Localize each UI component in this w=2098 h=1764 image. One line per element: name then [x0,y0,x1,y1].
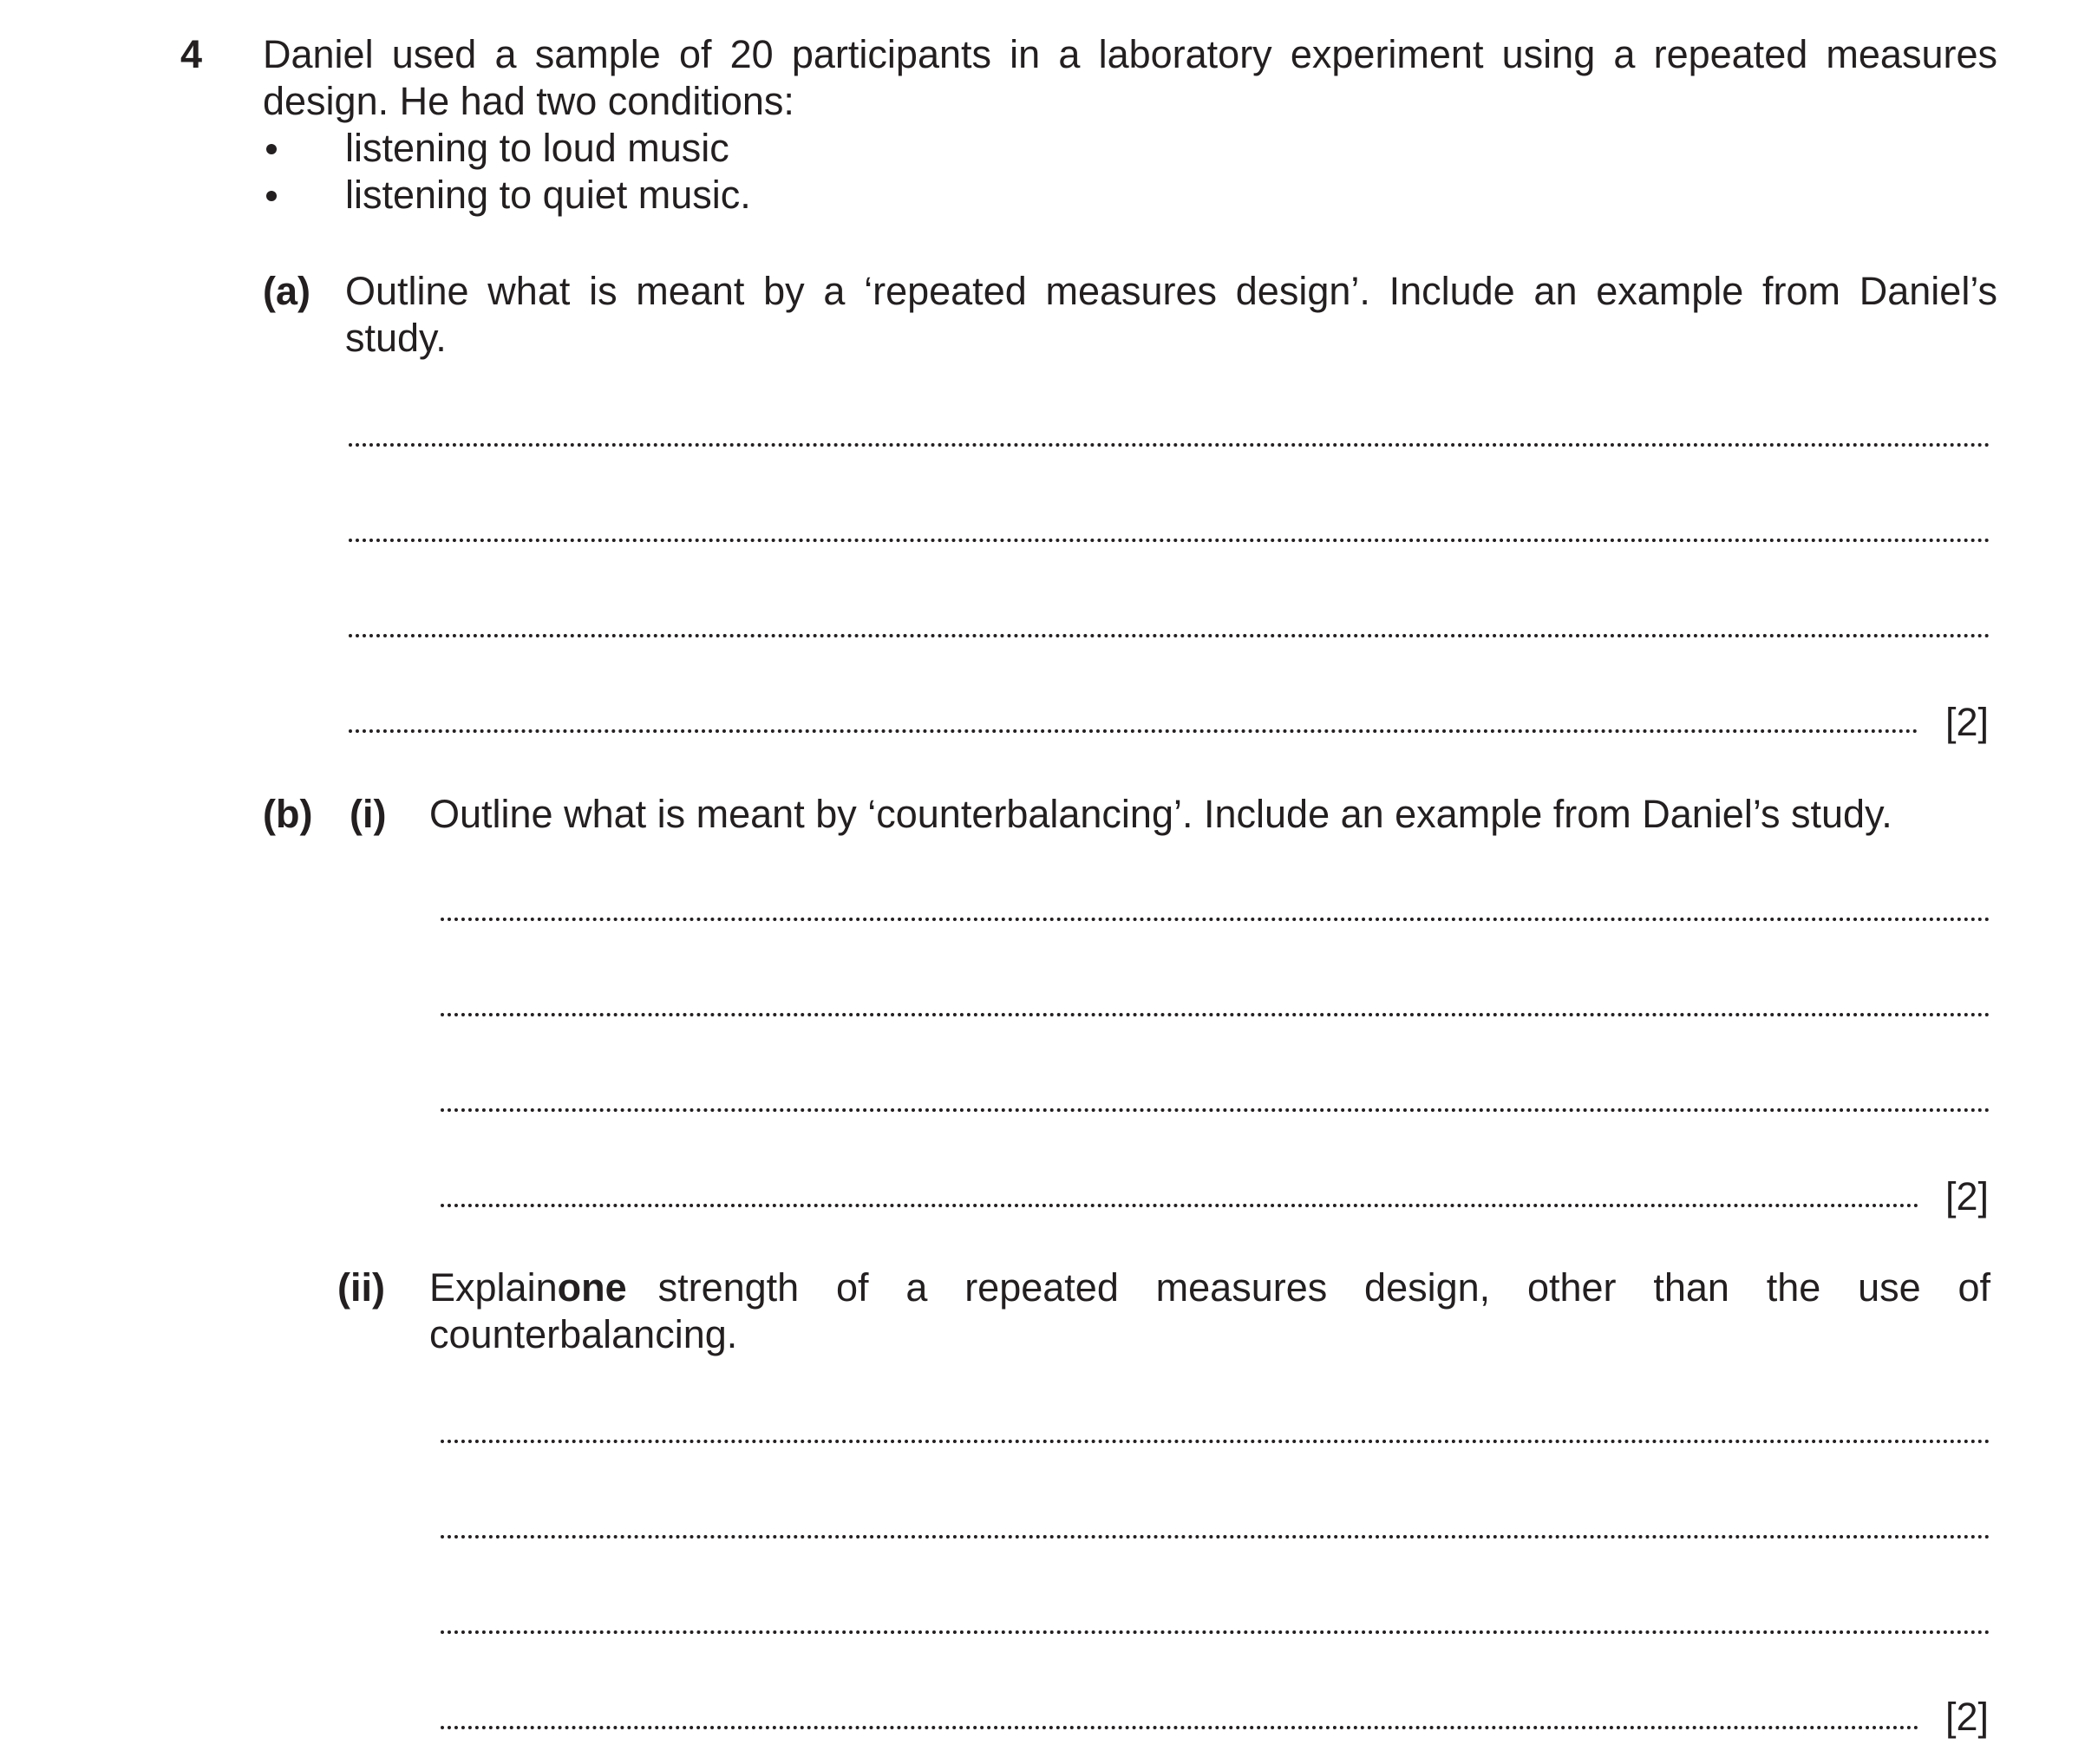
answer-line[interactable] [349,443,1990,447]
answer-line[interactable] [441,1726,1919,1729]
bullet-item-quiet-music: listening to quiet music. [345,173,751,217]
part-b-i-marks: [2] [1945,1174,1990,1218]
part-b-ii-emphasis: one [557,1265,627,1310]
answer-line[interactable] [349,634,1990,637]
part-b-ii-line-2: counterbalancing. [429,1312,738,1356]
question-stem-line-1: Daniel used a sample of 20 participants in a laboratory experiment using a repeated measures [263,32,1997,76]
answer-line[interactable] [441,1535,1990,1539]
answer-line[interactable] [441,1204,1919,1207]
answer-line[interactable] [441,1440,1990,1443]
bullet-icon [266,191,277,201]
part-b-ii-line-1 [429,1264,1990,1311]
part-b-ii-text-before: Explain [429,1265,558,1310]
bullet-item-loud-music: listening to loud music [345,126,729,170]
part-b-ii-label: (ii) [337,1265,385,1310]
question-number: 4 [180,32,203,76]
part-b-ii-marks: [2] [1945,1695,1990,1739]
answer-line[interactable] [441,1108,1990,1112]
part-b-label: (b) [263,792,313,836]
part-a-marks: [2] [1945,700,1990,744]
question-stem-line-2: design. He had two conditions: [263,79,794,123]
part-b-ii-text-after: strength of a repeated measures design, other than the use of [657,1265,1990,1310]
answer-line[interactable] [349,729,1918,733]
part-b-i-label: (i) [350,792,387,836]
answer-line[interactable] [441,918,1990,921]
part-b-i-text: Outline what is meant by ‘counterbalancing’. Include an example from Daniel’s study. [429,792,1892,836]
answer-line[interactable] [441,1013,1990,1016]
part-a-label: (a) [263,269,310,313]
part-a-line-1: Outline what is meant by a ‘repeated measures design’. Include an example from Daniel’s [345,269,1997,313]
part-a-line-2: study. [345,316,447,360]
answer-line[interactable] [349,539,1990,542]
answer-line[interactable] [441,1630,1990,1634]
bullet-icon [266,144,277,154]
